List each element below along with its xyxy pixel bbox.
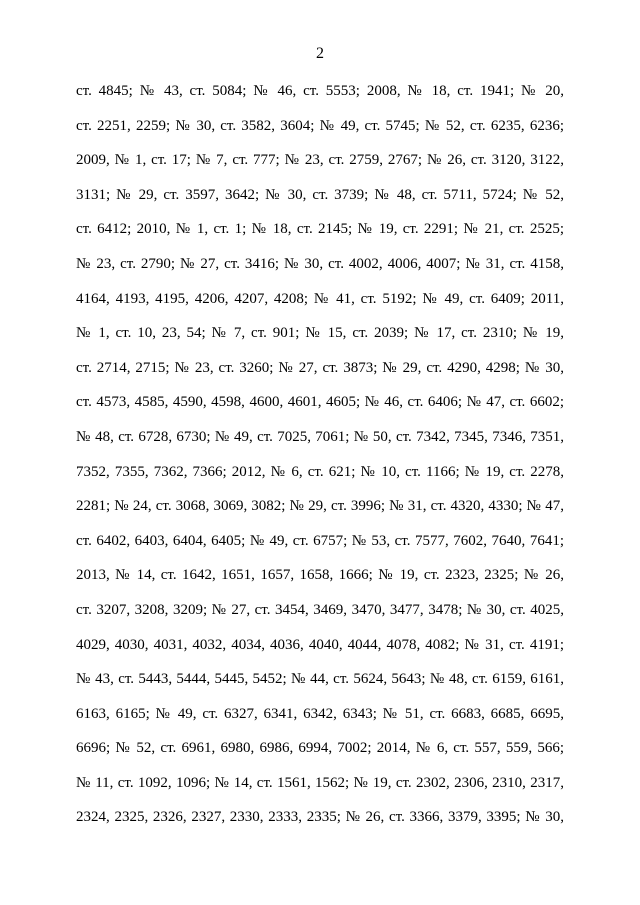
text-line: ст. 2251, 2259; № 30, ст. 3582, 3604; № 49, ст. 5745; № 52, ст. 6235, 6236; — [76, 117, 564, 134]
text-line: № 23, ст. 2790; № 27, ст. 3416; № 30, ст. 4002, 4006, 4007; № 31, ст. 4158, — [76, 255, 564, 272]
page-number: 2 — [316, 45, 324, 62]
text-line: 2281; № 24, ст. 3068, 3069, 3082; № 29, ст. 3996; № 31, ст. 4320, 4330; № 47, — [76, 498, 564, 515]
text-line: 7352, 7355, 7362, 7366; 2012, № 6, ст. 621; № 10, ст. 1166; № 19, ст. 2278, — [76, 463, 564, 480]
text-line: 4029, 4030, 4031, 4032, 4034, 4036, 4040, 4044, 4078, 4082; № 31, ст. 4191; — [76, 636, 564, 653]
text-line: ст. 4573, 4585, 4590, 4598, 4600, 4601, 4605; № 46, ст. 6406; № 47, ст. 6602; — [76, 394, 564, 411]
text-line: № 48, ст. 6728, 6730; № 49, ст. 7025, 7061; № 50, ст. 7342, 7345, 7346, 7351, — [76, 428, 564, 445]
text-line: № 11, ст. 1092, 1096; № 14, ст. 1561, 1562; № 19, ст. 2302, 2306, 2310, 2317, — [76, 774, 564, 791]
text-line: ст. 3207, 3208, 3209; № 27, ст. 3454, 3469, 3470, 3477, 3478; № 30, ст. 4025, — [76, 601, 564, 618]
text-line: ст. 2714, 2715; № 23, ст. 3260; № 27, ст. 3873; № 29, ст. 4290, 4298; № 30, — [76, 359, 564, 376]
body-text — [76, 81, 564, 842]
text-line: ст. 4845; № 43, ст. 5084; № 46, ст. 5553; 2008, № 18, ст. 1941; № 20, — [76, 83, 564, 99]
text-line: ст. 6412; 2010, № 1, ст. 1; № 18, ст. 2145; № 19, ст. 2291; № 21, ст. 2525; — [76, 221, 564, 238]
text-line: 6163, 6165; № 49, ст. 6327, 6341, 6342, 6343; № 51, ст. 6683, 6685, 6695, — [76, 705, 564, 722]
text-line: 2009, № 1, ст. 17; № 7, ст. 777; № 23, ст. 2759, 2767; № 26, ст. 3120, 3122, — [76, 152, 564, 169]
text-line: 6696; № 52, ст. 6961, 6980, 6986, 6994, 7002; 2014, № 6, ст. 557, 559, 566; — [76, 740, 564, 757]
text-line: 4164, 4193, 4195, 4206, 4207, 4208; № 41, ст. 5192; № 49, ст. 6409; 2011, — [76, 290, 564, 307]
text-line: 3131; № 29, ст. 3597, 3642; № 30, ст. 3739; № 48, ст. 5711, 5724; № 52, — [76, 186, 564, 203]
text-line: ст. 6402, 6403, 6404, 6405; № 49, ст. 6757; № 53, ст. 7577, 7602, 7640, 7641; — [76, 532, 564, 549]
text-line: № 43, ст. 5443, 5444, 5445, 5452; № 44, ст. 5624, 5643; № 48, ст. 6159, 6161, — [76, 671, 564, 688]
text-line: 2013, № 14, ст. 1642, 1651, 1657, 1658, 1666; № 19, ст. 2323, 2325; № 26, — [76, 567, 564, 584]
text-line: 2324, 2325, 2326, 2327, 2330, 2333, 2335; № 26, ст. 3366, 3379, 3395; № 30, — [76, 809, 564, 826]
text-line: № 1, ст. 10, 23, 54; № 7, ст. 901; № 15, ст. 2039; № 17, ст. 2310; № 19, — [76, 325, 564, 342]
